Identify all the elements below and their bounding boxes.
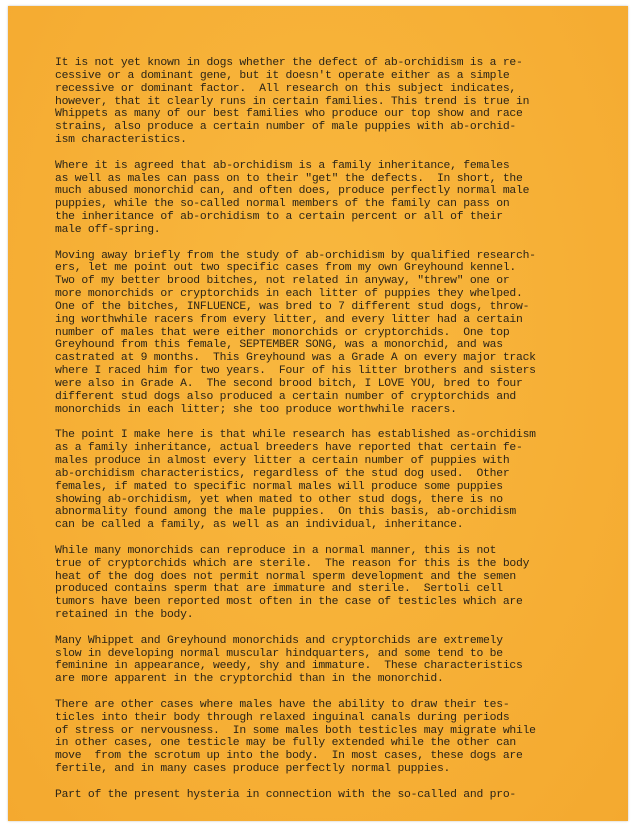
text-line: One of the bitches, INFLUENCE, was bred to 7 different stud dogs, throw- bbox=[55, 300, 530, 313]
text-line: more monorchids or cryptorchids in each litter of puppies they whelped. bbox=[55, 288, 523, 301]
text-line: Many Whippet and Greyhound monorchids and cryptorchids are extremely bbox=[55, 634, 503, 647]
text-line: Two of my better brood bitches, not related in anyway, "threw" one or bbox=[55, 275, 510, 288]
text-line: the inheritance of ab-orchidism to a certain percent or all of their bbox=[55, 211, 503, 224]
text-line: Where it is agreed that ab-orchidism is a family inheritance, females bbox=[55, 159, 510, 172]
text-line: are more apparent in the cryptorchid than in the monorchid. bbox=[55, 673, 444, 686]
text-line: fertile, and in many cases produce perfectly normal puppies. bbox=[55, 763, 451, 776]
text-line: strains, also produce a certain number of male puppies with ab-orchid- bbox=[55, 121, 516, 134]
text-line: puppies, while the so-called normal members of the family can pass on bbox=[55, 198, 510, 211]
text-line: The point I make here is that while research has established as-orchidism bbox=[55, 429, 536, 442]
text-line: retained in the body. bbox=[55, 609, 194, 622]
text-line: male off-spring. bbox=[55, 223, 161, 236]
text-line: Greyhound from this female, SEPTEMBER SONG, was a monorchid, and was bbox=[55, 339, 503, 352]
paragraph-6 bbox=[55, 635, 607, 686]
text-line: heat of the dog does not permit normal sperm development and the semen bbox=[55, 570, 516, 583]
text-line: can be called a family, as well as an individual, inheritance. bbox=[55, 519, 464, 532]
text-line: move from the scrotum up into the body. In most cases, these dogs are bbox=[55, 750, 523, 763]
text-line: much abused monorchid can, and often does, produce perfectly normal male bbox=[55, 185, 530, 198]
paragraph-8 bbox=[55, 789, 607, 802]
text-line: ticles into their body through relaxed inguinal canals during periods bbox=[55, 711, 510, 724]
text-line: slow in developing normal muscular hindquarters, and some tend to be bbox=[55, 647, 503, 660]
text-line: ers, let me point out two specific cases from my own Greyhound kennel. bbox=[55, 262, 516, 275]
typewritten-page bbox=[8, 6, 628, 821]
text-line: produced contains sperm that are immature and sterile. Sertoli cell bbox=[55, 583, 503, 596]
text-line: true of cryptorchids which are sterile. The reason for this is the body bbox=[55, 557, 530, 570]
text-line: in other cases, one testicle may be fully extended while the other can bbox=[55, 737, 516, 750]
text-line: monorchids in each litter; she too produce worthwhile racers. bbox=[55, 403, 457, 416]
text-line: showing ab-orchidism, yet when mated to other stud dogs, there is no bbox=[55, 493, 503, 506]
text-line: ism characteristics. bbox=[55, 134, 187, 147]
text-line: where I raced him for two years. Four of his litter brothers and sisters bbox=[55, 365, 536, 378]
text-line: number of males that were either monorchids or cryptorchids. One top bbox=[55, 326, 510, 339]
text-line: however, that it clearly runs in certain families. This trend is true in bbox=[55, 95, 530, 108]
text-line: recessive or dominant factor. All research on this subject indicates, bbox=[55, 82, 516, 95]
text-line: Moving away briefly from the study of ab-orchidism by qualified research- bbox=[55, 249, 536, 262]
paragraph-7 bbox=[55, 699, 607, 776]
text-line: It is not yet known in dogs whether the defect of ab-orchidism is a re- bbox=[55, 57, 523, 69]
text-line: females, if mated to specific normal males will produce some puppies bbox=[55, 480, 503, 493]
text-line: males produce in almost every litter a certain number of puppies with bbox=[55, 455, 510, 468]
text-line: different stud dogs also produced a certain number of cryptorchids and bbox=[55, 390, 516, 403]
text-line: ab-orchidism characteristics, regardless of the stud dog used. Other bbox=[55, 467, 510, 480]
text-line: Part of the present hysteria in connection with the so-called and pro- bbox=[55, 788, 516, 801]
document-body bbox=[55, 57, 607, 802]
text-line: abnormality found among the male puppies. On this basis, ab-orchidism bbox=[55, 506, 516, 519]
text-line: There are other cases where males have the ability to draw their tes- bbox=[55, 698, 510, 711]
text-line: castrated at 9 months. This Greyhound was a Grade A on every major track bbox=[55, 352, 536, 365]
text-line: Whippets as many of our best families who produce our top show and race bbox=[55, 108, 523, 121]
text-line: of stress or nervousness. In some males both testicles may migrate while bbox=[55, 724, 536, 737]
paragraph-1 bbox=[55, 57, 607, 147]
text-line: as well as males can pass on to their "get" the defects. In short, the bbox=[55, 172, 523, 185]
text-line: cessive or a dominant gene, but it doesn't operate either as a simple bbox=[55, 69, 510, 82]
paragraph-5 bbox=[55, 545, 607, 622]
paragraph-2 bbox=[55, 160, 607, 237]
text-line: were also in Grade A. The second brood bitch, I LOVE YOU, bred to four bbox=[55, 378, 523, 390]
text-line: tumors have been reported most often in the case of testicles which are bbox=[55, 596, 523, 609]
text-line: feminine in appearance, weedy, shy and immature. These characteristics bbox=[55, 660, 523, 673]
text-line: While many monorchids can reproduce in a normal manner, this is not bbox=[55, 544, 497, 557]
text-line: ing worthwhile racers from every litter, and every litter had a certain bbox=[55, 313, 523, 326]
paragraph-4 bbox=[55, 429, 607, 532]
paragraph-3 bbox=[55, 250, 607, 417]
text-line: as a family inheritance, actual breeders have reported that certain fe- bbox=[55, 442, 523, 455]
